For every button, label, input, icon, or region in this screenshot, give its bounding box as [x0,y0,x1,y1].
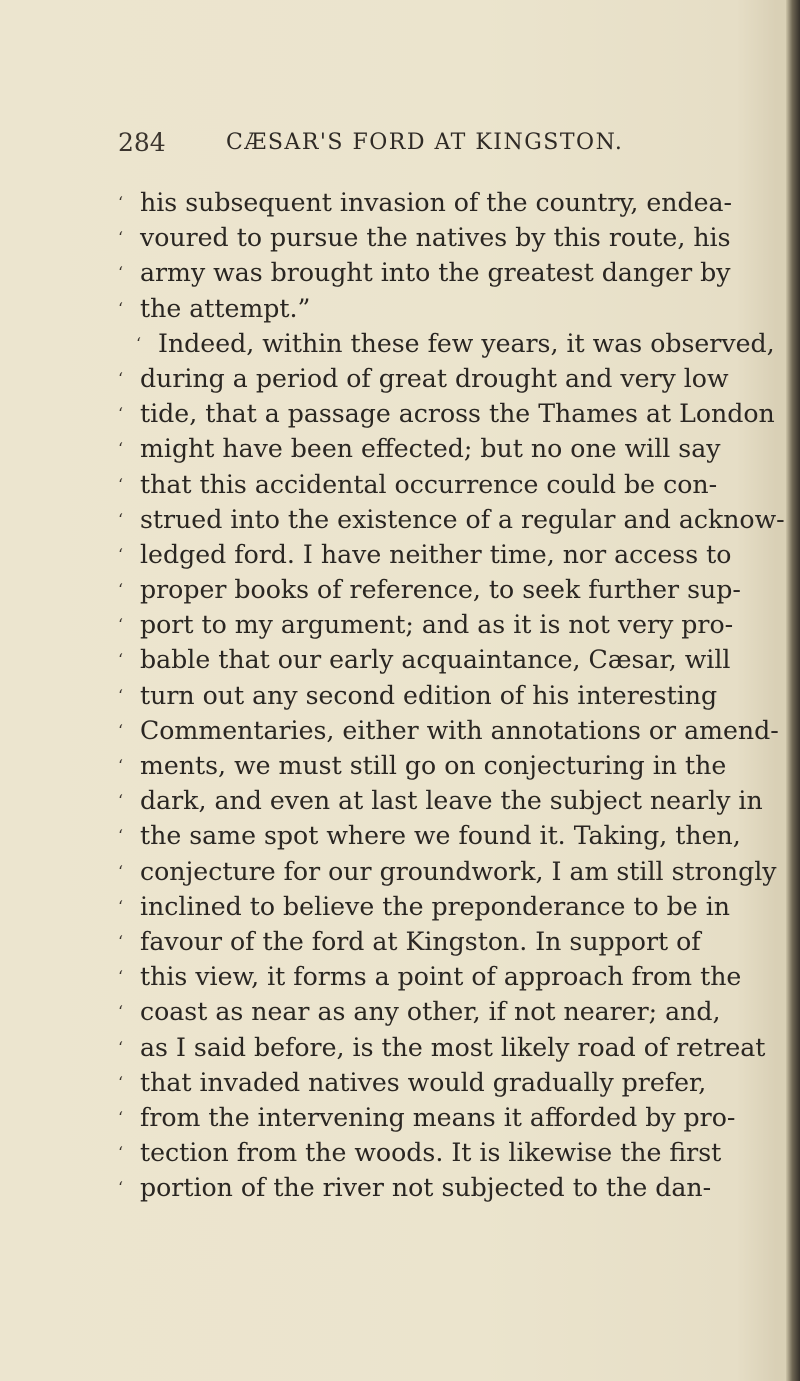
line-text: portion of the river not subjected to the dan- [140,1173,712,1203]
text-line [118,467,778,502]
quote-mark: ‘ [118,791,124,811]
quote-mark: ‘ [118,1002,124,1022]
line-text: tide, that a passage across the Thames at London [140,399,775,429]
quote-mark: ‘ [118,263,124,283]
line-text: that this accidental occurrence could be con- [140,469,718,499]
line-text: ledged ford. I have neither time, nor access to [140,539,732,569]
quote-mark: ‘ [118,404,124,424]
line-text: army was brought into the greatest danger by [140,258,731,288]
line-text: the same spot where we found it. Taking, then, [140,821,741,851]
quote-mark: ‘ [118,615,124,635]
quote-mark: ‘ [118,861,124,881]
line-text: from the intervening means it afforded by pro- [140,1102,736,1132]
line-text: his subsequent invasion of the country, endea- [140,188,733,217]
line-text: during a period of great drought and very low [140,363,729,393]
quote-mark: ‘ [118,580,124,600]
quote-mark: ‘ [118,474,124,494]
quote-mark: ‘ [118,896,124,916]
text-line [118,783,778,818]
text-line [118,748,778,783]
text-line [118,924,778,959]
text-line [118,678,778,713]
line-text: this view, it forms a point of approach from the [140,962,742,992]
quote-mark: ‘ [118,228,124,248]
text-line [118,994,778,1029]
text-line [118,959,778,994]
line-text: strued into the existence of a regular and acknow- [140,504,785,534]
text-line [118,1170,778,1205]
line-text: inclined to believe the preponderance to be in [140,891,730,921]
page-header [118,128,718,168]
line-text: Indeed, within these few years, it was observed, [158,328,775,358]
quote-mark: ‘ [118,1037,124,1057]
text-line [118,396,778,431]
line-text: that invaded natives would gradually prefer, [140,1067,707,1097]
text-line [118,537,778,572]
quote-mark: ‘ [118,826,124,846]
line-text: turn out any second edition of his interesting [140,680,718,710]
quote-mark: ‘ [118,756,124,775]
text-line [118,854,778,889]
text-line [118,642,778,677]
page-number: 284 [118,128,166,157]
text-line [118,889,778,924]
quote-mark: ‘ [136,333,142,353]
line-text: ments, we must still go on conjecturing in the [140,751,727,780]
quote-mark: ‘ [118,439,124,459]
line-text: favour of the ford at Kingston. In support of [140,926,701,956]
text-line [118,1135,778,1170]
text-line [118,361,778,396]
line-text: Commentaries, either with annotations or amend- [140,715,779,745]
quote-mark: ‘ [118,1178,124,1198]
quote-mark: ‘ [118,368,124,388]
text-line [118,1065,778,1100]
text-line [118,1100,778,1135]
text-line [118,818,778,853]
quote-mark: ‘ [118,509,124,529]
body-text [118,185,785,1205]
quote-mark: ‘ [118,544,124,564]
line-text: as I said before, is the most likely road of retreat [140,1032,766,1062]
text-line [118,220,778,255]
text-line [118,572,778,607]
quote-mark: ‘ [118,1107,124,1127]
line-text: the attempt.” [140,293,311,323]
quote-mark: ‘ [118,967,124,987]
text-line [118,607,778,642]
text-line [118,431,778,466]
text-line [118,255,778,290]
page-edge-shadow [786,0,800,1381]
line-text: might have been effected; but no one will say [140,434,721,464]
line-text: bable that our early acquaintance, Cæsar, will [140,645,731,675]
quote-mark: ‘ [118,650,124,670]
line-text: coast as near as any other, if not nearer; and, [140,997,721,1027]
line-text: proper books of reference, to seek further sup- [140,575,741,605]
text-line [118,713,778,748]
quote-mark: ‘ [118,1072,124,1092]
text-line [118,185,778,220]
running-head: CÆSAR'S FORD AT KINGSTON. [226,130,624,155]
quote-mark: ‘ [118,1143,124,1163]
line-text: voured to pursue the natives by this route, his [140,223,731,253]
quote-mark: ‘ [118,720,124,740]
line-text: conjecture for our groundwork, I am still strongly [140,856,777,886]
line-text: port to my argument; and as it is not very pro- [140,610,734,640]
quote-mark: ‘ [118,685,124,705]
text-line [118,502,785,537]
quote-mark: ‘ [118,298,124,318]
line-text: tection from the woods. It is likewise the first [140,1138,722,1168]
quote-mark: ‘ [118,193,124,212]
text-line [118,291,778,326]
text-line [118,1030,778,1065]
text-line [118,326,778,361]
line-text: dark, and even at last leave the subject nearly in [140,786,763,816]
quote-mark: ‘ [118,931,124,951]
